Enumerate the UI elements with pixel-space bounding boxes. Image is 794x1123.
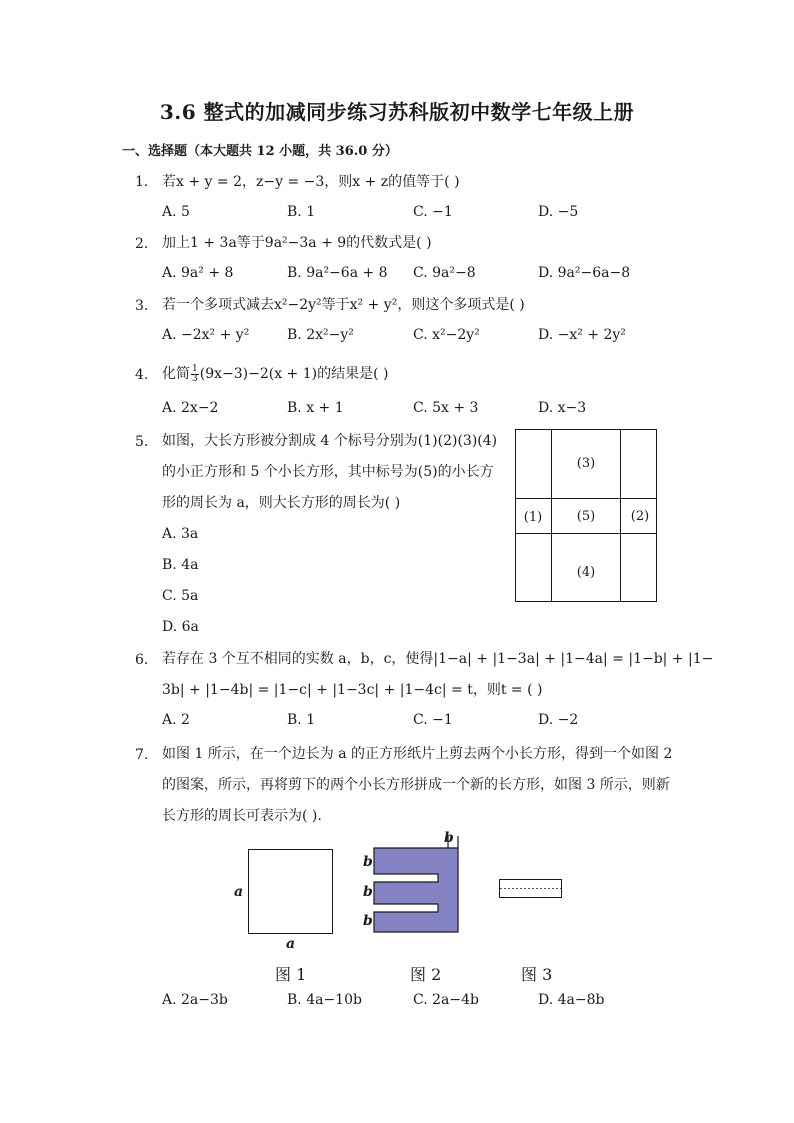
option-b: B. 4a−10b (287, 992, 362, 1008)
label-3: (3) (576, 456, 596, 471)
figure-2-caption: 图 2 (410, 965, 442, 984)
figure-3 (496, 876, 566, 902)
square (249, 850, 333, 934)
fraction-numerator: 1 (192, 363, 198, 374)
option-d: D. x−3 (538, 400, 587, 416)
option-b: B. 4a (162, 557, 199, 573)
question-text: 若x + y = 2，z−y = −3，则x + z的值等于( ) (162, 174, 460, 190)
option-d: D. 9a²−6a−8 (538, 265, 631, 281)
cut-shape (374, 848, 458, 932)
option-d: D. 6a (162, 619, 199, 635)
question-line: 如图 1 所示，在一个边长为 a 的正方形纸片上剪去两个小长方形，得到一个如图 2 (162, 746, 673, 762)
figure-1 (228, 844, 340, 954)
option-b: B. 2x²−y² (287, 327, 354, 343)
question-line: 形的周长为 a，则大长方形的周长为( ) (162, 495, 401, 511)
question-line: 如图，大长方形被分割成 4 个标号分别为(1)(2)(3)(4) (162, 433, 498, 449)
label-1: (1) (523, 510, 543, 525)
fraction-denominator: 3 (192, 373, 198, 384)
q5-rectangle-figure (514, 428, 660, 606)
option-a: A. 5 (162, 204, 190, 220)
option-c: C. −1 (413, 712, 453, 728)
top-label: b (444, 830, 454, 846)
option-c: C. 2a−4b (413, 992, 479, 1008)
option-c: C. 5x + 3 (413, 400, 479, 416)
option-b: B. x + 1 (287, 400, 344, 416)
option-a: A. 2 (162, 712, 190, 728)
option-d: D. −2 (538, 712, 579, 728)
left-label: b (363, 913, 373, 929)
label-4: (4) (576, 565, 596, 580)
question-number: 5. (135, 434, 149, 450)
question-number: 3. (135, 298, 149, 314)
question-line: 3b| + |1−4b| = |1−c| + |1−3c| + |1−4c| = t，则t = ( ) (162, 682, 543, 698)
option-c: C. 5a (162, 588, 199, 604)
question-text-prefix: 化简 (162, 366, 190, 382)
section-heading: 一、选择题（本大题共 12 小题，共 36.0 分） (122, 144, 398, 159)
question-text: 加上1 + 3a等于9a²−3a + 9的代数式是( ) (162, 235, 432, 251)
option-a: A. 2x−2 (162, 400, 219, 416)
question-number: 7. (135, 747, 149, 763)
option-b: B. 1 (287, 712, 316, 728)
figure-2 (360, 830, 465, 938)
left-label: b (363, 854, 373, 870)
fraction (191, 365, 199, 384)
option-c: C. −1 (413, 204, 453, 220)
option-b: B. 9a²−6a + 8 (287, 265, 388, 281)
option-a: A. −2x² + y² (162, 327, 250, 343)
question-line: 若存在 3 个互不相同的实数 a，b，c，使得|1−a| + |1−3a| + |1−4a| = |1−b| + |1− (162, 651, 714, 667)
question-number: 6. (135, 652, 149, 668)
question-line: 的小正方形和 5 个小长方形，其中标号为(5)的小长方 (162, 464, 494, 480)
option-d: D. 4a−8b (538, 992, 605, 1008)
option-a: A. 2a−3b (162, 992, 228, 1008)
option-b: B. 1 (287, 204, 316, 220)
page-title: 3.6 整式的加减同步练习苏科版初中数学七年级上册 (159, 100, 635, 124)
question-number: 1. (135, 174, 149, 190)
option-a: A. 3a (162, 526, 199, 542)
option-d: D. −5 (538, 204, 579, 220)
bottom-label: a (286, 936, 296, 952)
question-line: 的图案，所示，再将剪下的两个小长方形拼成一个新的长方形，如图 3 所示，则新 (162, 777, 670, 793)
question-number: 2. (135, 236, 149, 252)
question-line: 长方形的周长可表示为( ). (162, 808, 322, 824)
figure-3-caption: 图 3 (521, 965, 553, 984)
figure-1-caption: 图 1 (275, 965, 307, 984)
label-2: (2) (630, 509, 650, 524)
option-c: C. x²−2y² (413, 327, 480, 343)
option-a: A. 9a² + 8 (162, 265, 234, 281)
question-text: 若一个多项式减去x²−2y²等于x² + y²，则这个多项式是( ) (162, 297, 525, 313)
question-text-suffix: (9x−3)−2(x + 1)的结果是( ) (199, 366, 389, 382)
label-5: (5) (576, 509, 596, 524)
option-c: C. 9a²−8 (413, 265, 476, 281)
question-number: 4. (135, 367, 149, 383)
left-label: b (363, 884, 373, 900)
side-label: a (234, 884, 244, 900)
option-d: D. −x² + 2y² (538, 327, 626, 343)
question-text (162, 364, 388, 384)
